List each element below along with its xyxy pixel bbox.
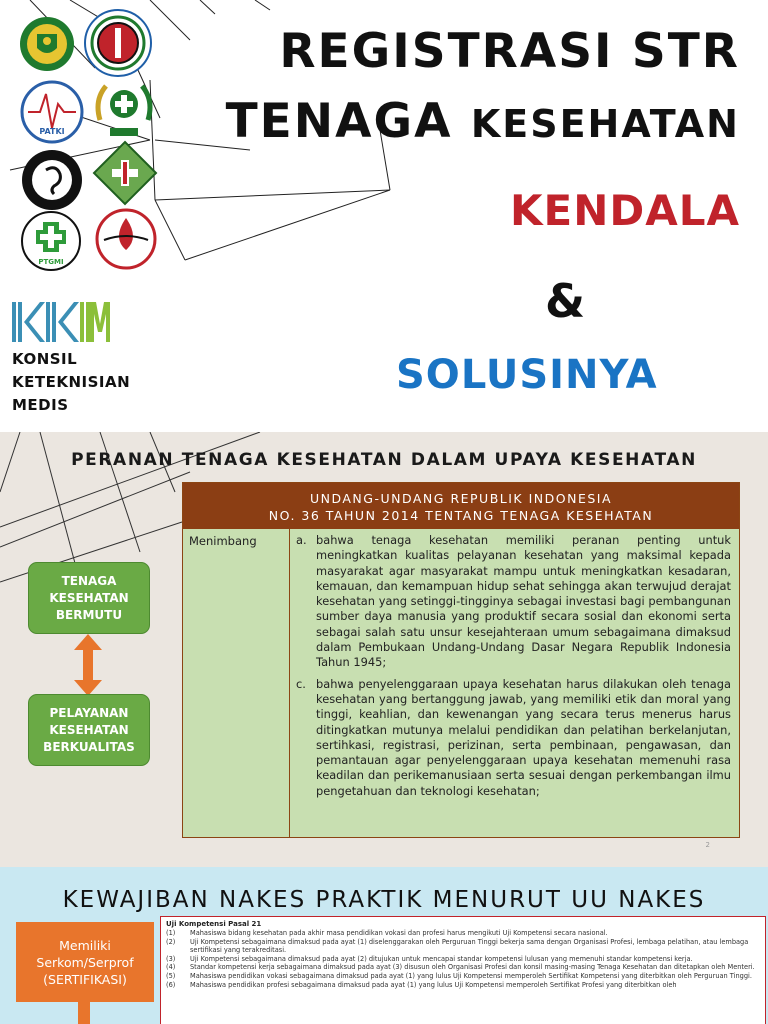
uji-item-text: Uji Kompetensi sebagaimana dimaksud pada ayat (2) ditujukan untuk mencapai standar kompetensi lulusan yang memenuhi standar kompetensi kerja. bbox=[190, 954, 693, 963]
uji-item-number: (4) bbox=[166, 963, 176, 972]
uji-item-text: Mahasiswa bidang kesehatan pada akhir masa pendidikan vokasi dan profesi harus mengikuti Uji Kompetensi secara nasional. bbox=[190, 929, 608, 937]
slide2-title: PERANAN TENAGA KESEHATAN DALAM UPAYA KESEHATAN bbox=[71, 450, 697, 470]
uji-kompetensi-box bbox=[160, 916, 766, 1024]
clause-a bbox=[296, 533, 731, 671]
law-slide bbox=[0, 432, 768, 867]
law-header-line-2: NO. 36 TAHUN 2014 TENTANG TENAGA KESEHATAN bbox=[268, 508, 654, 523]
title-tenaga: TENAGA bbox=[225, 94, 453, 149]
logo-peraudi-icon bbox=[20, 148, 84, 212]
title-line-2 bbox=[226, 94, 740, 149]
sertifikasi-connector bbox=[78, 1002, 90, 1024]
law-header-line-1: UNDANG-UNDANG REPUBLIK INDONESIA bbox=[309, 491, 613, 506]
slide3-title: KEWAJIBAN NAKES PRAKTIK MENURUT UU NAKES bbox=[62, 887, 706, 913]
logo-refraksionis-icon bbox=[82, 8, 154, 78]
logo-red-drop-icon bbox=[94, 208, 158, 270]
kkm-line-2: KETEKNISIAN bbox=[12, 373, 131, 391]
law-table bbox=[182, 482, 740, 838]
uji-item bbox=[166, 955, 760, 964]
uji-item-text: Standar kompetensi kerja sebagaimana dimaksud pada ayat (3) disusun oleh Organisasi Profesi dan konsil masing-masing Tenaga Kesehatan dan ditetapkan oleh Menteri. bbox=[190, 963, 755, 972]
logo-green-shield-icon bbox=[18, 12, 76, 76]
uji-item-text: Uji Kompetensi sebagaimana dimaksud pada ayat (1) diselenggarakan oleh Perguruan Tinggi bekerja sama dengan Organisasi Profesi, lembaga pelatihan, atau lembaga sertifikasi yang terakreditasi. bbox=[190, 937, 749, 955]
uji-item-number: (6) bbox=[166, 980, 176, 989]
box-pelayanan-kesehatan: PELAYANAN KESEHATAN BERKUALITAS bbox=[28, 694, 150, 766]
kkm-line-1: KONSIL bbox=[12, 350, 78, 368]
kkm-line-3: MEDIS bbox=[12, 396, 69, 414]
uji-item-text: Mahasiswa pendidikan vokasi sebagaimana dimaksud pada ayat (1) yang lulus Uji Kompetensi memperoleh Sertifikat Kompetensi yang diterbitkan oleh Perguruan Tinggi. bbox=[190, 971, 752, 980]
uji-item-number: (1) bbox=[166, 929, 176, 937]
menimbang-label: Menimbang bbox=[183, 529, 290, 837]
logo-patki-icon bbox=[20, 80, 84, 144]
law-body bbox=[183, 529, 739, 837]
obligations-slide bbox=[0, 867, 768, 1024]
box-tenaga-kesehatan: TENAGA KESEHATAN BERMUTU bbox=[28, 562, 150, 634]
logo-ptgmi-icon bbox=[20, 210, 82, 272]
page-number: 2 bbox=[705, 841, 710, 849]
clause-text: bahwa tenaga kesehatan memiliki peranan penting untuk meningkatkan kualitas pelayanan kesehatan yang maksimal kepada masyarakat agar masyarakat mampu untuk meningkatkan kesadaran, kemauan, dan kemampuan hidup sehat sehingga akan terwujud derajat kesehatan yang setinggi-tingginya sebagai investasi bagi pembangunan sumber daya manusia yang produktif secara sosial dan ekonomi serta sebagai salah satu unsur kesejahteraan umum sebagaimana dimaksud dalam Pembukaan Undang-Undang Dasar Negara Republik Indonesia Tahun 1945; bbox=[316, 533, 731, 670]
clause-mark: a. bbox=[296, 533, 307, 547]
uji-item bbox=[166, 972, 760, 981]
uji-item bbox=[166, 938, 760, 955]
uji-item bbox=[166, 929, 760, 938]
title-line-1: REGISTRASI STR bbox=[279, 24, 740, 79]
clause-c bbox=[296, 677, 731, 799]
uji-item-number: (3) bbox=[166, 954, 176, 963]
kkm-label bbox=[12, 348, 130, 417]
uji-item-number: (2) bbox=[166, 937, 176, 946]
clause-text: bahwa penyelenggaraan upaya kesehatan harus dilakukan oleh tenaga kesehatan yang bertanggung jawab, yang memiliki etik dan moral yang tinggi, keahlian, dan kewenangan yang secara terus menerus harus ditingkatkan mutunya melalui pendidikan dan pelatihan berkelanjutan, sertihkasi, registrasi, perizinan, serta pembinaan, pengawasan, dan pemantauan agar penyelenggaraan upaya kesehatan memenuhi rasa keadilan dan perikemanusiaan serta sesuai dengan perkembangan ilmu pengetahuan dan teknologi kesehatan; bbox=[316, 676, 731, 798]
sertifikasi-box: Memiliki Serkom/Serprof (SERTIFIKASI) bbox=[16, 922, 154, 1002]
uji-item bbox=[166, 981, 760, 990]
uji-item bbox=[166, 963, 760, 972]
uji-item-number: (5) bbox=[166, 971, 176, 980]
uji-item-text: Mahasiswa pendidikan profesi sebagaimana dimaksud pada ayat (1) yang lulus Uji Kompetensi memperoleh Sertifikat Profesi yang diterbitkan oleh bbox=[190, 980, 677, 989]
uji-heading: Uji Kompetensi Pasal 21 bbox=[166, 920, 262, 928]
clauses-column bbox=[290, 529, 739, 837]
kendala-heading: KENDALA bbox=[509, 186, 740, 235]
law-header bbox=[183, 483, 739, 529]
ampersand: & bbox=[545, 274, 586, 328]
svg-text:PATKI: PATKI bbox=[39, 127, 65, 136]
logo-pormiki-icon bbox=[92, 80, 156, 142]
solusi-heading: SOLUSINYA bbox=[396, 352, 658, 398]
kkm-logo-icon bbox=[12, 300, 114, 344]
double-arrow-icon bbox=[70, 632, 106, 698]
svg-text:PTGMI: PTGMI bbox=[38, 258, 64, 266]
clause-mark: c. bbox=[296, 676, 306, 691]
logo-ptgi-icon bbox=[92, 140, 158, 206]
title-kesehatan: KESEHATAN bbox=[470, 102, 740, 146]
title-slide bbox=[0, 0, 768, 432]
